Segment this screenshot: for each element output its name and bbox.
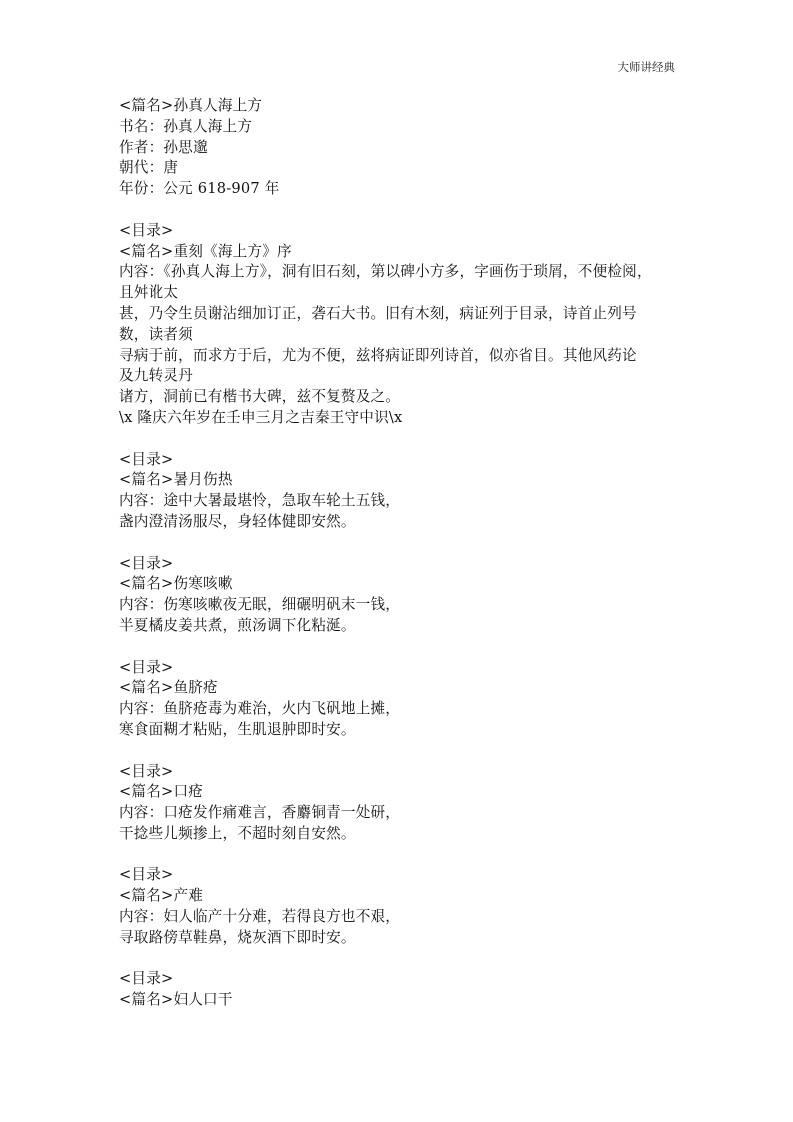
section-text-line: 内容：《孙真人海上方》，洞有旧石刻，第以碑小方多，字画伤于琐屑，不便检阅， bbox=[119, 263, 652, 281]
section-signature-line: \x 隆庆六年岁在壬申三月之吉秦王守中识\x bbox=[119, 408, 403, 426]
toc-marker: <目录> bbox=[119, 554, 174, 572]
section-text-line: 且舛讹太 bbox=[119, 284, 179, 302]
toc-marker: <目录> bbox=[119, 658, 174, 676]
spacer bbox=[119, 200, 679, 221]
toc-marker: <目录> bbox=[119, 866, 174, 884]
section-text-line: 寻取路傍草鞋鼻，烧灰酒下即时安。 bbox=[119, 928, 356, 946]
book-year: 年份：公元 618-907 年 bbox=[119, 180, 280, 198]
section-entry bbox=[119, 762, 679, 845]
spacer bbox=[119, 845, 679, 866]
section-chapter-title: <篇名>重刻《海上方》序 bbox=[119, 242, 292, 260]
spacer bbox=[119, 949, 679, 970]
spacer bbox=[119, 741, 679, 762]
document-body bbox=[119, 96, 679, 1011]
book-dynasty: 朝代：唐 bbox=[119, 159, 179, 177]
toc-marker: <目录> bbox=[119, 762, 174, 780]
spacer bbox=[119, 637, 679, 658]
section-entry bbox=[119, 658, 679, 741]
section-text-line: 内容：鱼脐疮毒为难治，火内飞矾地上摊， bbox=[119, 700, 401, 718]
section-text-line: 甚，乃令生员谢沾细加订正，砻石大书。旧有木刻，病证列于目录，诗首止列号 bbox=[119, 304, 637, 322]
section-chapter-title: <篇名>暑月伤热 bbox=[119, 471, 233, 489]
section-text-line: 内容：途中大暑最堪怜，急取车轮土五钱， bbox=[119, 492, 401, 510]
section-entry bbox=[119, 554, 679, 637]
spacer bbox=[119, 429, 679, 450]
section-text-line: 寻病于前，而求方于后，尤为不便，兹将病证即列诗首，似亦省目。其他风药论 bbox=[119, 346, 637, 364]
book-title: 书名：孙真人海上方 bbox=[119, 117, 253, 135]
section-entry bbox=[119, 865, 679, 948]
section-text-line: 内容：妇人临产十分难，若得良方也不艰， bbox=[119, 908, 401, 926]
page-header-title: 大师讲经典 bbox=[617, 60, 675, 74]
section-text-line: 内容：伤寒咳嗽夜无眠，细碾明矾末一钱， bbox=[119, 596, 401, 614]
book-author: 作者：孙思邈 bbox=[119, 138, 208, 156]
section-text-line: 及九转灵丹 bbox=[119, 367, 193, 385]
section-chapter-title: <篇名>口疮 bbox=[119, 783, 204, 801]
section-text-line: 数，读者须 bbox=[119, 325, 193, 343]
section-text-line: 盏内澄清汤服尽，身轻体健即安然。 bbox=[119, 512, 356, 530]
section-chapter-title: <篇名>产难 bbox=[119, 887, 204, 905]
section-preface bbox=[119, 221, 679, 429]
spacer bbox=[119, 533, 679, 554]
section-entry bbox=[119, 969, 679, 1011]
toc-marker: <目录> bbox=[119, 450, 174, 468]
section-text-line: 寒食面糊才粘贴，生肌退肿即时安。 bbox=[119, 720, 356, 738]
section-text-line: 诸方，洞前已有楷书大碑，兹不复赘及之。 bbox=[119, 388, 401, 406]
toc-marker: <目录> bbox=[119, 221, 174, 239]
section-text-line: 干捻些儿频掺上，不超时刻自安然。 bbox=[119, 824, 356, 842]
toc-marker: <目录> bbox=[119, 970, 174, 988]
section-entry bbox=[119, 450, 679, 533]
section-text-line: 半夏橘皮姜共煮，煎汤调下化粘涎。 bbox=[119, 616, 356, 634]
section-text-line: 内容：口疮发作痛难言，香麝铜青一处研， bbox=[119, 804, 401, 822]
chapter-tag: <篇名>孙真人海上方 bbox=[119, 97, 263, 114]
section-chapter-title: <篇名>妇人口干 bbox=[119, 991, 233, 1009]
section-chapter-title: <篇名>鱼脐疮 bbox=[119, 679, 218, 697]
section-chapter-title: <篇名>伤寒咳嗽 bbox=[119, 575, 233, 593]
